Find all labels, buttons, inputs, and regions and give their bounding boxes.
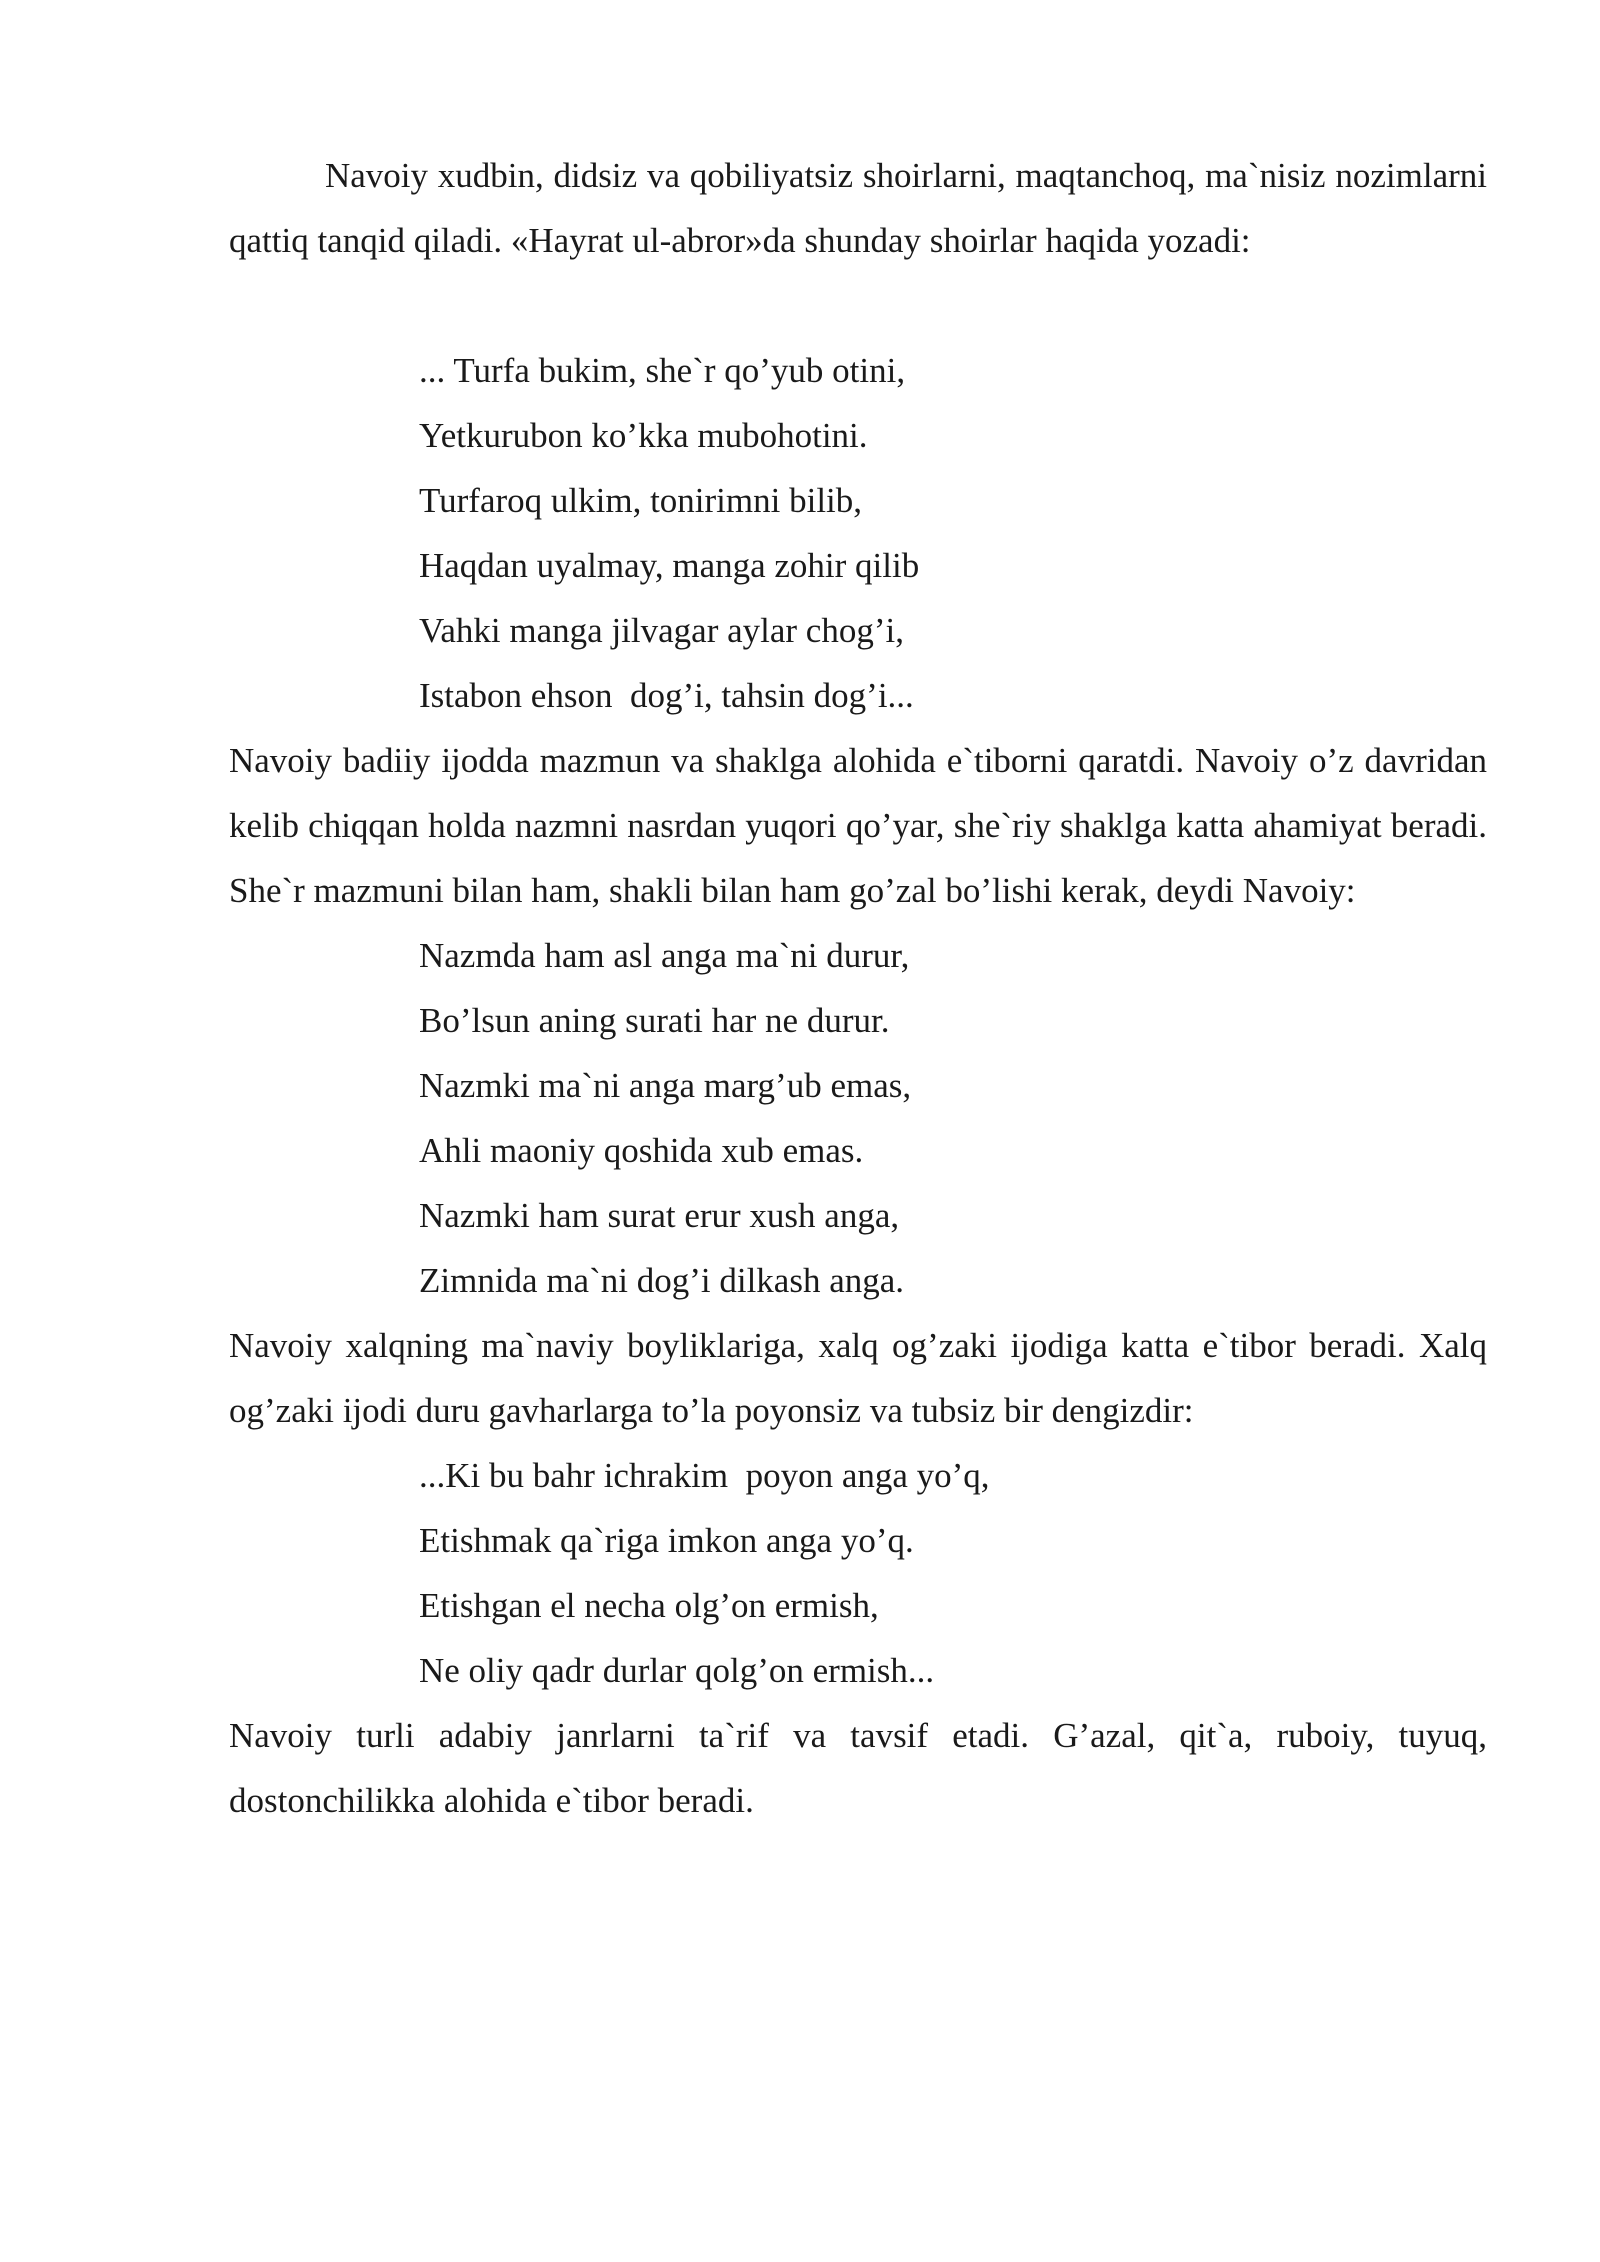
verse-line: Etishgan el necha olg’on ermish, (419, 1586, 879, 1625)
verse-line: Haqdan uyalmay, manga zohir qilib (419, 546, 920, 585)
verse-block-hayrat-ul-abror (229, 338, 1487, 728)
verse-line: Nazmda ham asl anga ma`ni durur, (419, 936, 910, 975)
verse-line: Bo’lsun aning surati har ne durur. (419, 1001, 890, 1040)
verse-line: ...Ki bu bahr ichrakim poyon anga yo’q, (419, 1456, 990, 1495)
verse-line: Vahki manga jilvagar aylar chog’i, (419, 611, 904, 650)
verse-line: Yetkurubon ko’kka mubohotini. (419, 416, 868, 455)
verse-line: Istabon ehson dog’i, tahsin dog’i... (419, 676, 914, 715)
paragraph-literary-genres: Navoiy turli adabiy janrlarni ta`rif va tavsif etadi. G’azal, qit`a, ruboiy, tuyuq, dostonchilikka alohida e`tibor beradi. (229, 1716, 1487, 1820)
verse-line: Ahli maoniy qoshida xub emas. (419, 1131, 864, 1170)
verse-line: Nazmki ma`ni anga marg’ub emas, (419, 1066, 912, 1105)
paragraph-content-and-form: Navoiy badiiy ijodda mazmun va shaklga alohida e`tiborni qaratdi. Navoiy o’z davridan kelib chiqqan holda nazmni nasrdan yuqori qo’yar, she`riy shaklga katta ahamiyat beradi. She`r mazmuni bilan ham, shakli bilan ham go’zal bo’lishi kerak, deydi Navoiy: (229, 741, 1487, 910)
paragraph-folk-oral-art: Navoiy xalqning ma`naviy boyliklariga, xalq og’zaki ijodiga katta e`tibor beradi. Xalq og’zaki ijodi duru gavharlarga to’la poyonsiz va tubsiz bir dengizdir: (229, 1326, 1487, 1430)
verse-line: Ne oliy qadr durlar qolg’on ermish... (419, 1651, 935, 1690)
page-content (229, 143, 1487, 1833)
verse-line: Nazmki ham surat erur xush anga, (419, 1196, 900, 1235)
verse-block-content-and-form (229, 923, 1487, 1313)
verse-line: Turfaroq ulkim, tonirimni bilib, (419, 481, 863, 520)
verse-block-sea-of-pearls (229, 1443, 1487, 1703)
verse-line: Etishmak qa`riga imkon anga yo’q. (419, 1521, 914, 1560)
paragraph-critique-of-poets: Navoiy xudbin, didsiz va qobiliyatsiz shoirlarni, maqtanchoq, ma`nisiz nozimlarni qattiq tanqid qiladi. «Hayrat ul-abror»da shunday shoirlar haqida yozadi: (229, 156, 1487, 260)
verse-line: ... Turfa bukim, she`r qo’yub otini, (419, 351, 906, 390)
blank-line (229, 273, 1487, 338)
verse-line: Zimnida ma`ni dog’i dilkash anga. (419, 1261, 905, 1300)
